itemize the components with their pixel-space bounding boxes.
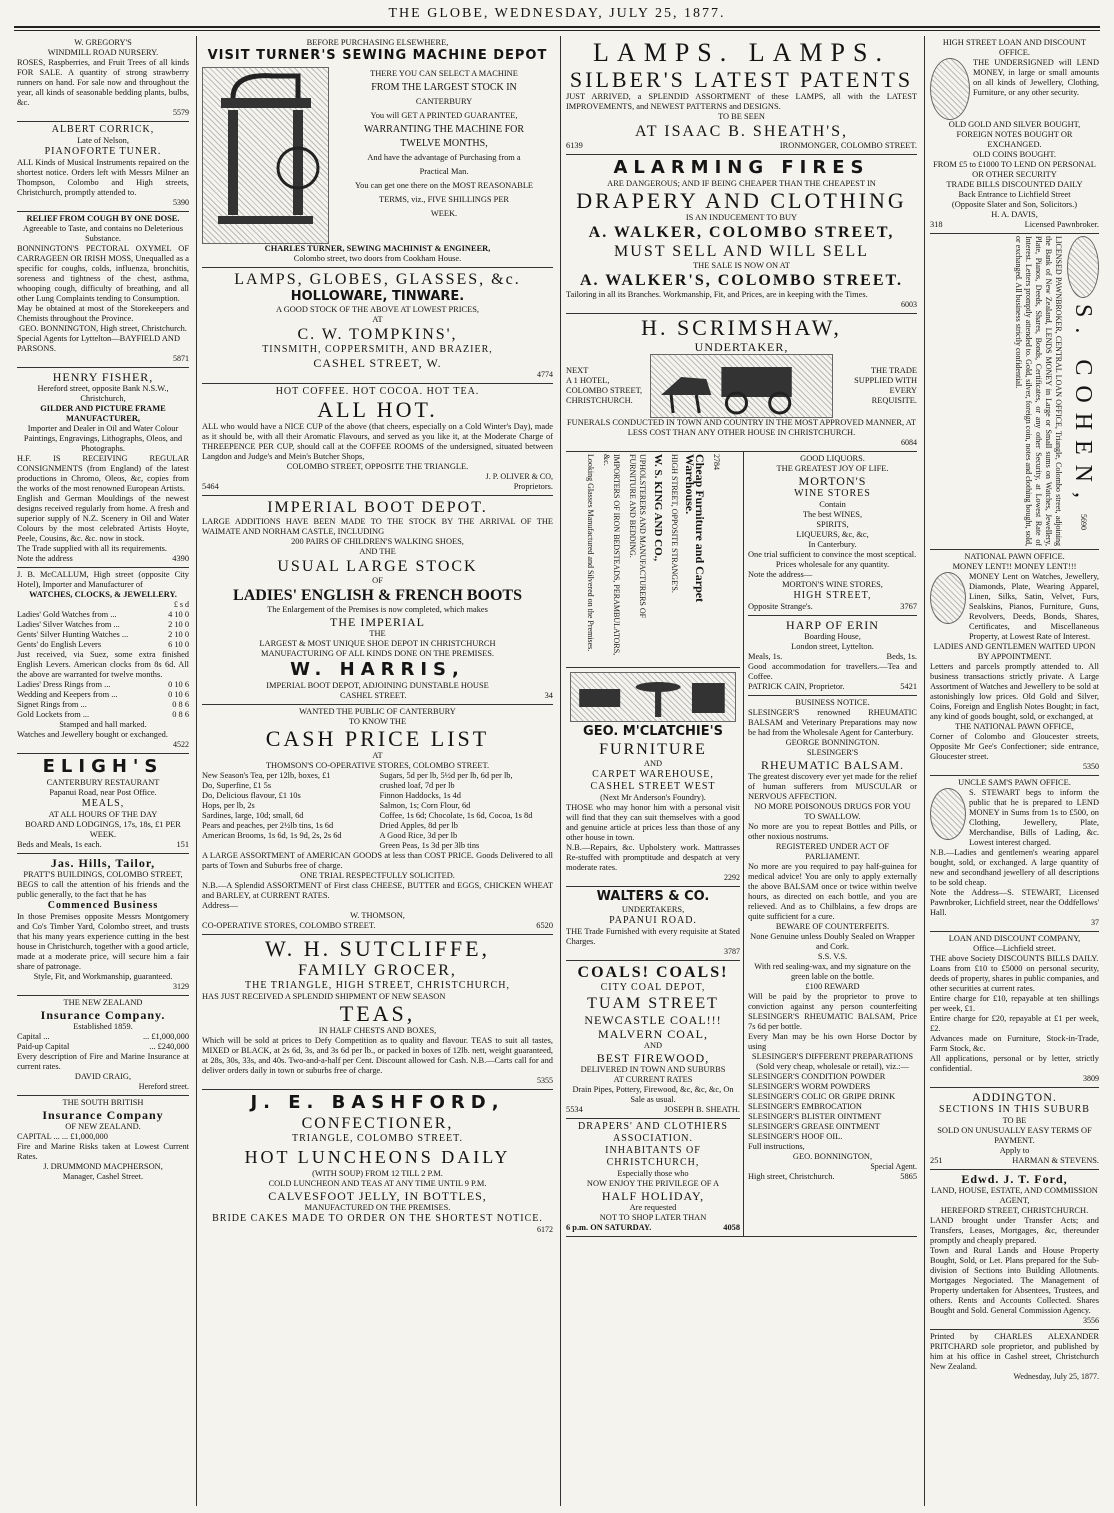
text-line: And have the advantage of Purchasing from a xyxy=(367,153,521,162)
ad-national-pawn: NATIONAL PAWN OFFICE. MONEY LENT!! MONEY LENT!!! MONEY Lent on Watches, Jewellery, Diamonds, Plate, Wearing Apparel, Linen, Silks, Satin, Velvet, Furs, Sealskins, Pianos, Furniture, Guns, Revolvers, Deeds, Bonds, Shares, Certificates, and Miscellaneous Property, at Lowest Rate of Interest. LADIES AND GENTLEMEN WAITED UPON BY APPOINTMENT. Letters and parcels promptly attended to. All business transactions strictly private. A Large Assortment of Watches and Jewellery to be sold at astonishingly low prices. Old Gold and Silver, Coins, Foreign and English Notes Bought; in fact, any kind of goods bought, sold, or exchanged, at THE NATIONAL PAWN OFFICE, Corner of Colombo and Gloucester streets, Opposite Mr Gee's Confectioner; side entrance, Gloucester street. 5350 xyxy=(930,550,1099,776)
ad-eligh-restaurant: ELIGH'S CANTERBURY RESTAURANT Papanui Road, near Post Office. MEALS, AT ALL HOURS OF THE DAY BOARD AND LODGINGS, 17s, 18s, £1 PER WEEK. Beds and Meals, 1s each. 151 xyxy=(17,754,189,854)
ad-uncle-sam: UNCLE SAM'S PAWN OFFICE. S. STEWART begs to inform the public that he is prepared to LEND MONEY in Sums from 1s to £500, on Clothing, Jewellery, Plate, Merchandise, Bills of Lading, &c. Lowest interest charged. N.B.—Ladies and gentlemen's wearing apparel bought, sold, or exchanged. A large quantity of new and secondhand jewellery of all descriptions to be sold cheap. Note the Address—S. STEWART, Licensed Pawnbroker, Lichfield street, near the Oddfellows' Hall. 37 xyxy=(930,776,1099,932)
ad-s-cohen: LICENSED PAWNBROKER, CENTRAL LOAN OFFICE, Triangle, Colombo street, adjoining the Bank of New Zealand, LENDS MONEY in Large or Small sums on Watches, Jewellery, Plate, Pianos, Deeds, Shares, Bonds, Certificates, or any other Security, at Lowest Rate of Interest. Letters promptly attended to. Gold, silver, foreign coin, notes and clothing bought, sold, or exchanged. All business strictly confidential. S. COHEN, 5690 xyxy=(930,234,1099,550)
price-list-rings xyxy=(17,680,189,720)
price-row: Ladies' Silver Watches from ... 2 10 0 xyxy=(17,620,189,629)
text-line: Practical Man. xyxy=(419,167,469,176)
scrimshaw-left xyxy=(566,366,646,406)
ad-scrimshaw-undertaker: H. SCRIMSHAW, UNDERTAKER, NEXT A 1 HOTEL, COLOMBO STREET, CHRISTCHURCH. THE TRADE SUPPLIED WITH EVERY REQUISITE. FUNERALS CONDUCTED IN TOWN AND COUNTRY IN THE MOST APPROVED MANNER, AT LESS COST THAN ANY OTHER HOUSE IN CHRISTCHURCH. 6084 xyxy=(566,314,917,452)
ad-addington: ADDINGTON. SECTIONS IN THIS SUBURB TO BE SOLD ON UNUSUALLY EASY TERMS OF PAYMENT. Apply to 251 HARMAN & STEVENS. xyxy=(930,1088,1099,1170)
ad-henry-fisher: HENRY FISHER, Hereford street, opposite Bank N.S.W., Christchurch, GILDER AND PICTURE FRAME MANUFACTURER, Importer and Dealer in Oil and Water Colour Paintings, Engravings, Lithographs, Oleos, and Photographs. H.F. IS RECEIVING REGULAR CONSIGNMENTS (from England) of the latest productions in Chromo, Oleos, &c, copies from the works of the most renowned European Artists. English and German Mouldings of the newest designs received regularly from home. A fresh and superior supply of N.Z. Scenery in Oil and Water Colours by the most celebrated Artists Hoyte, Peele, Cousins, &c. &c. now in stock. The Trade supplied with all its requirements. Note the address 4390 xyxy=(17,368,189,568)
text-line: Sugars, 5d per lb, 5½d per lb, 6d per lb, xyxy=(379,771,513,780)
text-line: TERMS, viz., FIVE SHILLINGS PER xyxy=(378,195,510,204)
ad-walker-drapery: ALARMING FIRES ARE DANGEROUS; AND IF BEING CHEAPER THAN THE CHEAPEST IN DRAPERY AND CLOTHING IS AN INDUCEMENT TO BUY A. WALKER, COLOMBO STREET, MUST SELL AND WILL SELL THE SALE IS NOW ON AT A. WALKER'S, COLOMBO STREET. Tailoring in all its Branches. Workmanship, Fit, and Prices, are in keeping with the Times. 6003 xyxy=(566,155,917,314)
text-line: A 1 HOTEL, xyxy=(566,376,610,385)
text-line: New Season's Tea, per 12lb, boxes, £1 xyxy=(202,771,331,780)
text-line: Dried Apples, 8d per lb xyxy=(379,821,458,830)
text-line: NEXT xyxy=(566,366,589,375)
ad-edwd-ford: Edwd. J. T. Ford, LAND, HOUSE, ESTATE, AND COMMISSION AGENT, HEREFORD STREET, CHRISTCHURCH. LAND brought under Transfer Acts; and Transfers, Leases, Mortgages, &c, thereunder promptly and cheaply prepared. Town and Rural Lands and House Property Bought, Sold, or Let. Plans prepared for the Sub-division of Sections into Building Allotments. Mortgages Negociated. The Management of Property undertaken for Absentees, Trustees, and others. Rents and Accounts Collected. Shares Bought and Sold. General Commission Agency. 3556 xyxy=(930,1170,1099,1330)
text-line: Pears and peaches, per 2½lb tins, 1s 6d xyxy=(202,821,334,830)
price-row: Wedding and Keepers from ... 0 10 6 xyxy=(17,690,189,699)
masthead-rule-thin xyxy=(14,30,1100,31)
text-line: SLESINGER'S HOOF OIL. xyxy=(748,1132,843,1141)
text-line: Do, Superfine, £1 5s xyxy=(202,781,272,790)
price-list xyxy=(17,610,189,650)
ad-high-street-loan: HIGH STREET LOAN AND DISCOUNT OFFICE. THE UNDERSIGNED will LEND MONEY, in large or small amounts on all kinds of Jewellery, Clothing, Furniture, or any other security. OLD GOLD AND SILVER BOUGHT, FOREIGN NOTES BOUGHT OR EXCHANGED. OLD COINS BOUGHT. FROM £5 to £1000 TO LEND ON PERSONAL OR OTHER SECURITY TRADE BILLS DISCOUNTED DAILY Back Entrance to Lichfield Street (Opposite Slater and Son, Solicitors.) H. A. DAVIS, 318 Licensed Pawnbroker. xyxy=(930,36,1099,234)
text-line: SLESINGER'S BLISTER OINTMENT xyxy=(748,1112,882,1121)
text-line: THE TRADE xyxy=(870,366,917,375)
text-line: CANTERBURY xyxy=(415,97,473,106)
ad-corrick-tuner: ALBERT CORRICK, Late of Nelson, PIANOFORTE TUNER. ALL Kinds of Musical Instruments repaired on the shortest notice. Orders left with Messrs Milner an Thompson, Colombo and High streets, Christchurch, promptly attended to. 5390 xyxy=(17,122,189,212)
price-row: Gents' Silver Hunting Watches ... 2 10 0 xyxy=(17,630,189,639)
ad-imperial-boot: IMPERIAL BOOT DEPOT. LARGE ADDITIONS HAVE BEEN MADE TO THE STOCK BY THE ARRIVAL OF THE WAIMATE AND NORHAM CASTLE, INCLUDING 200 PAIRS OF CHILDREN'S WALKING SHOES, AND THE USUAL LARGE STOCK OF LADIES' ENGLISH & FRENCH BOOTS The Enlargement of the Premises is now completed, which makes THE IMPERIAL THE LARGEST & MOST UNIQUE SHOE DEPOT IN CHRISTCHURCH MANUFACTURING OF ALL KINDS DONE ON THE PREMISES. W. HARRIS, IMPERIAL BOOT DEPOT, ADJOINING DUNSTABLE HOUSE CASHEL STREET. 34 xyxy=(202,496,553,705)
price-list-right xyxy=(380,771,554,851)
ad-hills-tailor: Jas. Hills, Tailor, PRATT'S BUILDINGS, COLOMBO STREET, BEGS to call the attention of his friends and the public generally, to the fact that he has Commenced Business In those Premises opposite Messrs Montgomery and Co's Timber Yard, Colombo street, and trusts that his many years experience cutting in the best house in Christchurch, together with a good article, made at a moderate price, will secure him a fair share of patronage. Style, Fit, and Workmanship, guaranteed. 3129 xyxy=(17,854,189,996)
price-row: Ladies' Gold Watches from ... 4 10 0 xyxy=(17,610,189,619)
column-4 xyxy=(924,36,1102,1506)
text-line: Green Peas, 1s 3d per 3lb tins xyxy=(379,841,480,850)
masthead: THE GLOBE, WEDNESDAY, JULY 25, 1877. xyxy=(388,6,726,21)
ad-slesinger-balsam: BUSINESS NOTICE. SLESINGER'S renowned RHEUMATIC BALSAM and Veterinary Preparations may now be had from the Wholesale Agent for Canterbury. GEORGE BONNINGTON. SLESINGER'S RHEUMATIC BALSAM. The greatest discovery ever yet made for the relief of human sufferers from MUSCULAR or NERVOUS AFFECTION. NO MORE POISONOUS DRUGS FOR YOU TO SWALLOW. No more are you to repeat Bottles and Pills, or other noxious nostrums. REGISTERED UNDER ACT OF PARLIAMENT. No more are you required to pay half-guinea for medical advice! You are only to apply externally the above BALSAM once or twice within twelve hours, as directed on each bottle, and you are relieved. And as to Chilblains, a few drops are quite sufficient for a cure. BEWARE OF COUNTERFEITS. None Genuine unless Doubly Sealed on Wrapper and Cork. S.S. V.S. With red sealing-wax, and my signature on the green lable on the bottle. £100 REWARD Will be paid by the proprietor to prove to conviction against any person counterfeiting SLESINGER'S RHEUMATIC BALSAM, Price 7s 6d per bottle. Every Man may be his own Horse Doctor by using SLESINGER'S DIFFERENT PREPARATIONS (Sold very cheap, wholesale or retail), viz.:— SLESINGER'S CONDITION POWDER SLESINGER'S WORM POWDERS SLESINGER'S COLIC OR GRIPE DRINK SLESINGER'S EMBROCATION SLESINGER'S BLISTER OINTMENT SLESINGER'S GREASE OINTMENT SLESINGER'S HOOF OIL. Full instructions, GEO. BONNINGTON, Special Agent. High street, Christchurch. 5865 xyxy=(748,698,917,1181)
column-3 xyxy=(560,36,920,1506)
ad-bashford-confectioner: J. E. BASHFORD, CONFECTIONER, TRIANGLE, COLOMBO STREET. HOT LUNCHEONS DAILY (WITH SOUP) FROM 12 TILL 2 P.M. COLD LUNCHEON AND TEAS AT ANY TIME UNTIL 9 P.M. CALVESFOOT JELLY, IN BOTTLES, MANUFACTURED ON THE PREMISES. BRIDE CAKES MADE TO ORDER ON THE SHORTEST NOTICE. 6172 xyxy=(212,1092,553,1234)
text-line: American Brooms, 1s 6d, 1s 9d, 2s, 2s 6d xyxy=(202,831,342,840)
ad-nz-insurance: THE NEW ZEALAND Insurance Company. Established 1859. Capital ... ... £1,000,000 Paid-up Capital ... £240,000 Every description of Fire and Marine Insurance at current rates. DAVID CRAIG, Hereford street. xyxy=(17,996,189,1096)
ad-tompkins: LAMPS, GLOBES, GLASSES, &c. HOLLOWARE, TINWARE. A GOOD STOCK OF THE ABOVE AT LOWEST PRICES, AT C. W. TOMPKINS', TINSMITH, COPPERSMITH, AND BRAZIER, CASHEL STREET, W. 4774 xyxy=(202,268,553,384)
text-line: FROM THE LARGEST STOCK IN xyxy=(371,82,517,93)
text-line: THERE YOU CAN SELECT A MACHINE xyxy=(370,69,518,78)
ad-city-coal: COALS! COALS! CITY COAL DEPOT, TUAM STREET NEWCASTLE COAL!!! MALVERN COAL, AND BEST FIREWOOD, DELIVERED IN TOWN AND SUBURBS AT CURRENT RATES Drain Pipes, Pottery, Firewood, &c, &c, &c, On Sale as usual. 5534 JOSEPH B. SHEATH. xyxy=(566,961,740,1119)
pawn-balls-icon-3 xyxy=(930,572,966,624)
furniture-icon xyxy=(571,673,735,721)
ad-thomson-cash-price: WANTED THE PUBLIC OF CANTERBURY TO KNOW THE CASH PRICE LIST AT THOMSON'S CO-OPERATIVE STORES, COLOMBO STREET. New Season's Tea, per 12lb, boxes, £1 Do, Superfine, £1 5s Do, Delicious flavour, £1 10s Hops, per lb, 2s Sardines, large, 10d; small, 6d Pears and peaches, per 2½lb tins, 1s 6d American Brooms, 1s 6d, 1s 9d, 2s, 2s 6d Sugars, 5d per lb, 5½d per lb, 6d per lb, crushed loaf, 7d per lb Finnon Haddocks, 1s 4d Salmon, 1s; Corn Flour, 6d Coffee, 1s 6d; Chocolate, 1s 6d, Cocoa, 1s 8d Dried Apples, 8d per lb A Good Rice, 3d per lb Green Peas, 1s 3d per 3lb tins A LARGE ASSORTMENT of AMERICAN GOODS at less than COST PRICE. Goods Delivered to all parts of Town and Suburbs free of charge. ONE TRIAL RESPECTFULLY SOLICITED. N.B.—A Splendid ASSORTMENT of First class CHEESE, BUTTER and EGGS, CHICKEN WHEAT and BARLEY, at CURRENT RATES. Address— W. THOMSON, CO-OPERATIVE STORES, COLOMBO STREET. 6520 xyxy=(202,705,553,935)
ad-morton-wine: GOOD LIQUORS. THE GREATEST JOY OF LIFE. MORTON'S WINE STORES Contain The best WINES, SPIRITS, LIQUEURS, &c, &c, In Canterbury. One trial sufficient to convince the most sceptical. Prices wholesale for any quantity. Note the address— MORTON'S WINE STORES, HIGH STREET, Opposite Strange's. 3767 xyxy=(748,452,917,616)
pawn-balls-icon-4 xyxy=(930,788,966,840)
text-line: SLESINGER'S GREASE OINTMENT xyxy=(748,1122,880,1131)
text-line: You can get one there on the MOST REASONABLE xyxy=(354,181,534,190)
text-line: Finnon Haddocks, 1s 4d xyxy=(379,791,461,800)
text-line: crushed loaf, 7d per lb xyxy=(379,781,455,790)
ad-drapers-association: DRAPERS' AND CLOTHIERS ASSOCIATION. INHABITANTS OF CHRISTCHURCH, Especially those who NOW ENJOY THE PRIVILEGE OF A HALF HOLIDAY, Are requested NOT TO SHOP LATER THAN 6 p.m. ON SATURDAY. 4058 xyxy=(566,1121,740,1232)
price-list-left xyxy=(202,771,376,851)
text-line: SLESINGER'S CONDITION POWDER xyxy=(748,1072,886,1081)
ad-loan-discount: LOAN AND DISCOUNT COMPANY, Office—Lichfield street. THE above Society DISCOUNTS BILLS DAILY. Loans from £10 to £5000 on personal security, deeds of property, shares in public companies, and other securities at current rates. Entire charge for £10, repayable at ten shillings per week, £1. Entire charge for £20, repayable at £1 per week, £2. Advances made on Furniture, Stock-in-Trade, Farm Stock, &c. All applications, personal or by letter, strictly confidential. 3809 xyxy=(930,932,1099,1088)
ad-harp-of-erin: HARP OF ERIN Boarding House, London street, Lyttelton. Meals, 1s. Beds, 1s. Good accommodation for travellers.—Tea and Coffee. PATRICK CAIN, Proprietor. 5421 xyxy=(748,616,917,696)
ad-sutcliffe-grocer: W. H. SUTCLIFFE, FAMILY GROCER, THE TRIANGLE, HIGH STREET, CHRISTCHURCH, HAS JUST RECEIVED A SPLENDID SHIPMENT OF NEW SEASON TEAS, IN HALF CHESTS AND BOXES, Which will be sold at prices to Defy Competition as to quality and flavour. TEAS to suit all tastes, MIXED or BLACK, at 2s 6d, 3s, and 3s 6d per lb., or packed in boxes of 12lb. nett, weight guaranteed, at 28s, 30s, 33s, and 40s. Two-and-a-half per Cent. Discount allowed for Cash. N.B.—Carts call for and deliver orders daily in town or suburbs free of charge. 5355 xyxy=(202,935,553,1090)
ad-mccallum-watches: J. B. McCALLUM, High street (opposite City Hotel), Importer and Manufacturer of WATCHES, CLOCKS, & JEWELLERY. £ s d Ladies' Gold Watches from ... 4 10 0 Ladies' Silver Watches from ... 2 10 0 Gents' Silver Hunting Watches ... 2 10 0 Gents' do English Levers 6 10 0 Just received, via Suez, some extra finished English Levers. American clocks from 8s 6d. All the above are warranted for twelve months. Ladies' Dress Rings from ... 0 10 6 Wedding and Keepers from ... 0 10 6 Signet Rings from ... 0 8 6 Gold Lockets from ... 0 8 6 Stamped and hall marked. Watches and Jewellery bought or exchanged. 4522 xyxy=(17,568,189,754)
text-line: COLOMBO STREET, xyxy=(566,386,643,395)
price-row: Signet Rings from ... 0 8 6 xyxy=(17,700,189,709)
text-line: SUPPLIED WITH xyxy=(854,376,917,385)
text-line: SLESINGER'S COLIC OR GRIPE DRINK xyxy=(748,1092,896,1101)
scrimshaw-right xyxy=(837,366,917,406)
price-row: Ladies' Dress Rings from ... 0 10 6 xyxy=(17,680,189,689)
text-line: REQUISITE. xyxy=(871,396,917,405)
text-line: You will GET A PRINTED GUARANTEE, xyxy=(370,111,518,120)
ad-mclatchie-furniture: GEO. M'CLATCHIE'S FURNITURE AND CARPET WAREHOUSE, CASHEL STREET WEST (Next Mr Anderson's Foundry). THOSE who may honor him with a personal visit will find that they can suit themselves with a good and genuine article at prices less than those of any other house in town. N.B.—Repairs, &c. Upholstery work. Mattrasses Re-stuffed with promptitude and despatch at very moderate rates. 2292 xyxy=(566,668,740,887)
text-line: CHRISTCHURCH. xyxy=(566,396,633,405)
text-line: A Good Rice, 3d per lb xyxy=(379,831,458,840)
column-2 xyxy=(196,36,556,1506)
pawn-balls-icon-2 xyxy=(1067,236,1099,298)
turner-text xyxy=(335,67,553,221)
masthead-rule xyxy=(14,26,1100,28)
text-line: Coffee, 1s 6d; Chocolate, 1s 6d, Cocoa, 1s 8d xyxy=(379,811,533,820)
price-row: Gents' do English Levers 6 10 0 xyxy=(17,640,189,649)
ad-south-british-insurance: THE SOUTH BRITISH Insurance Company OF NEW ZEALAND. CAPITAL ... ... £1,000,000 Fire and Marine Risks taken at Lowest Current Rates. J. DRUMMOND MACPHERSON, Manager, Cashel Street. xyxy=(17,1098,189,1181)
text-line: Sardines, large, 10d; small, 6d xyxy=(202,811,304,820)
hearse-engraving xyxy=(650,354,833,418)
sewing-machine-engraving xyxy=(202,67,329,244)
furniture-engraving xyxy=(570,672,736,722)
hearse-icon xyxy=(651,355,832,417)
text-line: TWELVE MONTHS, xyxy=(400,138,488,149)
seal-mark: S.S. V.S. xyxy=(817,952,848,961)
ad-walters-undertakers: WALTERS & CO. UNDERTAKERS, PAPANUI ROAD. THE Trade Furnished with every requisite at Stated Charges. 3787 xyxy=(566,887,740,961)
text-line: SLESINGER'S EMBROCATION xyxy=(748,1102,862,1111)
ad-king-furniture: Looking Glasses Manufactured and Silvered on the Premises. IMPORTERS OF IRON BEDSTEADS, PERAMBULATORS, &c. UPHOLSTERERS AND MANUFACTURERS OF FURNITURE AND BEDDING. W. S. KING AND CO., HIGH STREET, OPPOSITE STRANGE'S. Cheap Furniture and Carpet Warehouse. 2784 xyxy=(566,452,740,668)
column-1 xyxy=(14,36,192,1506)
price-row: Gold Lockets from ... 0 8 6 xyxy=(17,710,189,719)
text-line: WARRANTING THE MACHINE FOR xyxy=(363,124,525,135)
pawn-balls-icon xyxy=(930,58,970,120)
ad-turner-sewing: BEFORE PURCHASING ELSEWHERE, VISIT TURNER'S SEWING MACHINE DEPOT THERE YOU CAN SELECT A MACHINE FROM THE LARGEST STOCK IN CANTERBURY You will GET A PRINTED GUARANTEE, WARRANTING THE MACHINE FOR TWELVE MONTHS, And have the advantage of Purchasing from a Practical Man. You can get one there on the MOST REASONABLE TERMS, viz., FIVE SHILLINGS PER WEEK. CHARLES TURNER, SEWING MACHINIST & ENGINEER, Colombo street, two doors from Cookham House. xyxy=(202,36,553,268)
text-line: SLESINGER'S WORM POWDERS xyxy=(748,1082,871,1091)
text-line: Hops, per lb, 2s xyxy=(202,801,255,810)
text-line: Do, Delicious flavour, £1 10s xyxy=(202,791,301,800)
ad-gregory-nursery: W. GREGORY'S WINDMILL ROAD NURSERY. ROSES, Raspberries, and Fruit Trees of all kinds FOR SALE. A quantity of strong strawberry runners on hand. For sale now and throughout the year, all kinds of seasonable bedding plants, bulbs, &c. 5579 xyxy=(17,36,189,122)
ad-oliver-coffee: HOT COFFEE. HOT COCOA. HOT TEA. ALL HOT. ALL who would have a NICE CUP of the above (that cheers, especially on a Cold Winter's Day), made as it should be, with all their Aromatic Flavours, and served as you like it, at the Moderate Charge of THREEPENCE PER CUP, should call at the COFFEE ROOMS of the undersigned, situated between Langdon and Judge's and Mein's Butcher Shops, COLOMBO STREET, OPPOSITE THE TRIANGLE. J. P. OLIVER & CO, 5464 Proprietors. xyxy=(202,384,553,496)
ad-bonnington-cough: RELIEF FROM COUGH BY ONE DOSE. Agreeable to Taste, and contains no Deleterious Substance. BONNINGTON'S PECTORAL OXYMEL OF CARRAGEEN OR IRISH MOSS, Unequalled as a specific for coughs, colds, influenza, bronchitis, soreness and tightness of the chest, asthma, whooping cough, difficulty of breathing, and all other Lung Complaints tending to Consumption. May be obtained at most of the Storekeepers and Chemists throughout the Province. GEO. BONNINGTON, High street, Christchurch. Special Agents for Lyttelton—BAYFIELD AND PARSONS. 5871 xyxy=(17,212,189,368)
text-line: Salmon, 1s; Corn Flour, 6d xyxy=(379,801,471,810)
text-line: EVERY xyxy=(889,386,917,395)
text-line: WEEK. xyxy=(430,209,458,218)
printer-imprint: Printed by CHARLES ALEXANDER PRITCHARD sole proprietor, and published by him at his office in Cashel street, Christchurch New Zealand. Wednesday, July 25, 1877. xyxy=(930,1332,1099,1381)
sewing-machine-icon xyxy=(203,68,328,243)
slesinger-list xyxy=(748,1072,917,1142)
ad-silber-lamps: LAMPS. LAMPS. SILBER'S LATEST PATENTS JUST ARRIVED, a SPLENDID ASSORTMENT of these LAMPS, all with the LATEST IMPROVEMENTS, and NEWEST PATTERNS and DESIGNS. TO BE SEEN AT ISAAC B. SHEATH'S, 6139 IRONMONGER, COLOMBO STREET. xyxy=(566,36,917,155)
